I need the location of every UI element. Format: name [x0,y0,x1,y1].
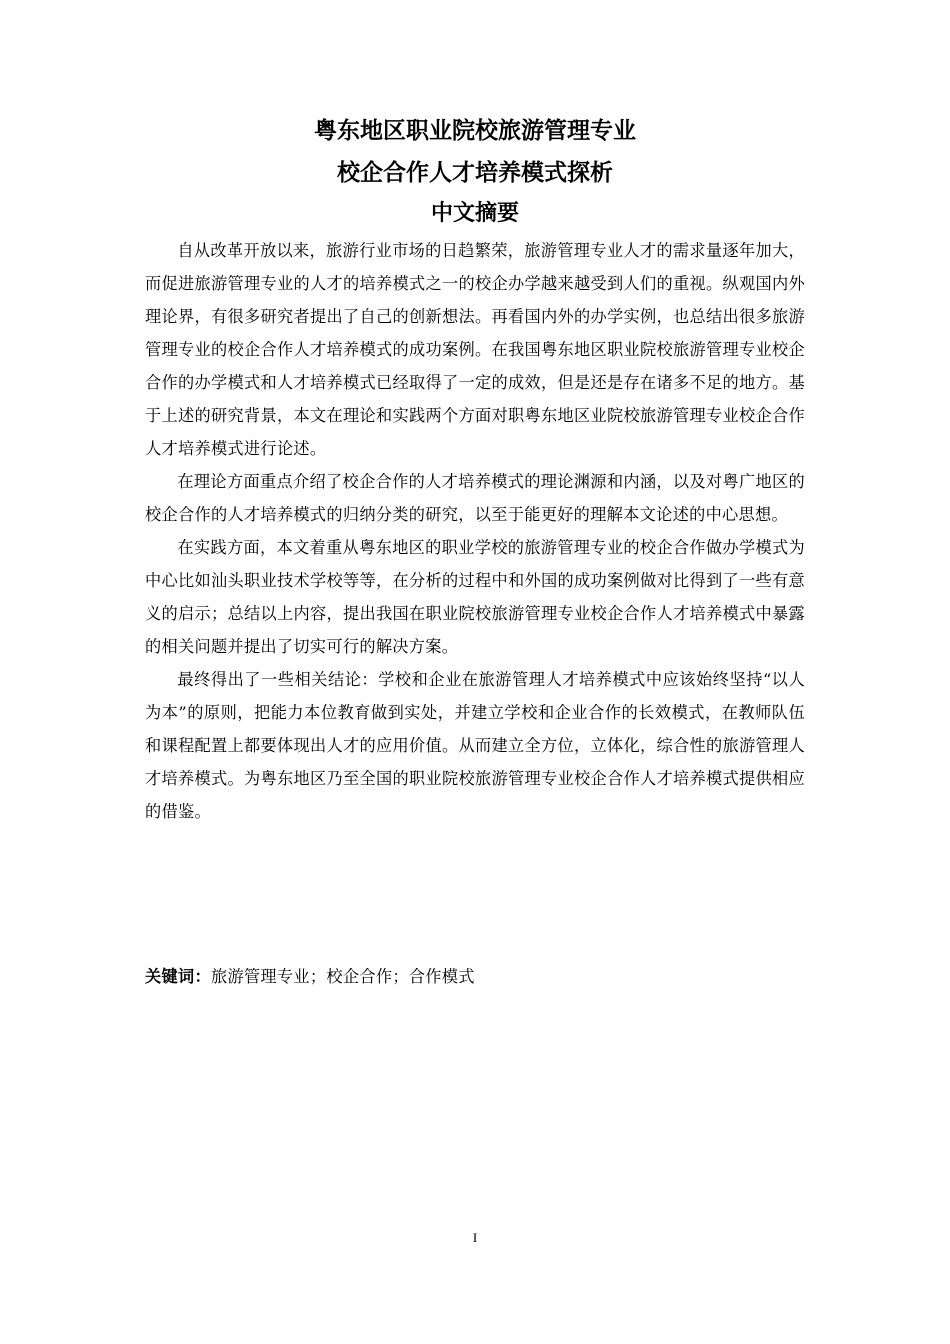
title-block [0,110,950,234]
paragraph-3: 在实践方面，本文着重从粤东地区的职业学校的旅游管理专业的校企合作做办学模式为中心比如汕头职业技术学校等等，在分析的过程中和外国的成功案例做对比得到了一些有意义的启示；总结以上内容，提出我国在职业院校旅游管理专业校企合作人才培养模式中暴露的相关问题并提出了切实可行的解决方案。 [145,538,805,656]
paragraph-4: 最终得出了一些相关结论：学校和企业在旅游管理人才培养模式中应该始终坚持“以人为本”的原则，把能力本位教育做到实处，并建立学校和企业合作的长效模式，在教师队伍和课程配置上都要体现出人才的应用价值。从而建立全方位，立体化，综合性的旅游管理人才培养模式。为粤东地区乃至全国的职业院校旅游管理专业校企合作人才培养模式提供相应的借鉴。 [145,670,805,821]
keywords-label: 关键词： [145,967,211,986]
keywords-line [145,960,805,993]
paragraph-1: 自从改革开放以来，旅游行业市场的日趋繁荣，旅游管理专业人才的需求量逐年加大，而促进旅游管理专业的人才的培养模式之一的校企办学越来越受到人们的重视。纵观国内外理论界，有很多研究者提出了自己的创新想法。再看国内外的办学实例，也总结出很多旅游管理专业的校企合作人才培养模式的成功案例。在我国粤东地区职业院校旅游管理专业校企合作的办学模式和人才培养模式已经取得了一定的成效，但是还是存在诸多不足的地方。基于上述的研究背景，本文在理论和实践两个方面对职粤东地区业院校旅游管理专业校企合作人才培养模式进行论述。 [145,241,805,458]
title-line-2: 校企合作人才培养模式探析 [337,160,613,186]
page-number: I [472,1230,478,1245]
title-line-1: 粤东地区职业院校旅游管理专业 [314,118,636,144]
keywords-text: 旅游管理专业；校企合作；合作模式 [210,967,475,986]
paragraph-2: 在理论方面重点介绍了校企合作的人才培养模式的理论渊源和内涵，以及对粤广地区的校企合作的人才培养模式的归纳分类的研究，以至于能更好的理解本文论述的中心思想。 [145,472,805,524]
abstract-heading: 中文摘要 [430,201,519,226]
abstract-body [145,234,805,828]
